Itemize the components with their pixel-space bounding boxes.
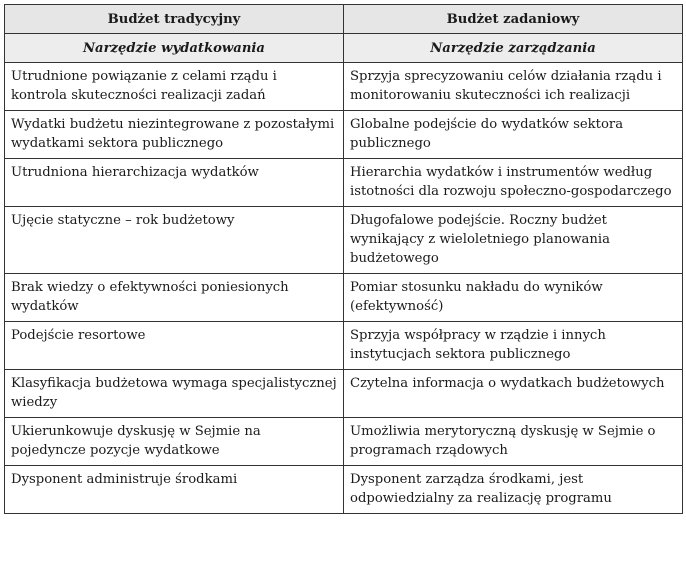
table-row: [5, 322, 683, 370]
task-cell: Pomiar stosunku nakładu do wyników (efektywność): [344, 274, 683, 322]
task-cell: Sprzyja sprecyzowaniu celów działania rządu i monitorowaniu skuteczności ich realizacji: [344, 63, 683, 111]
traditional-cell: Ujęcie statyczne – rok budżetowy: [5, 207, 344, 274]
task-cell: Długofalowe podejście. Roczny budżet wynikający z wieloletniego planowania budżetowego: [344, 207, 683, 274]
traditional-cell: Dysponent administruje środkami: [5, 466, 344, 514]
table-row: [5, 207, 683, 274]
task-cell: Sprzyja współpracy w rządzie i innych instytucjach sektora publicznego: [344, 322, 683, 370]
table-row: [5, 111, 683, 159]
task-cell: Umożliwia merytoryczną dyskusję w Sejmie o programach rządowych: [344, 418, 683, 466]
header-traditional-budget: Budżet tradycyjny: [5, 5, 344, 34]
table-row: [5, 63, 683, 111]
header-row: [5, 5, 683, 34]
table-row: [5, 159, 683, 207]
header-task-budget: Budżet zadaniowy: [344, 5, 683, 34]
subheader-row: [5, 34, 683, 63]
task-cell: Dysponent zarządza środkami, jest odpowiedzialny za realizację programu: [344, 466, 683, 514]
task-cell: Czytelna informacja o wydatkach budżetowych: [344, 370, 683, 418]
table-row: [5, 418, 683, 466]
table-row: [5, 370, 683, 418]
traditional-cell: Utrudniona hierarchizacja wydatków: [5, 159, 344, 207]
traditional-cell: Podejście resortowe: [5, 322, 344, 370]
table-row: [5, 466, 683, 514]
traditional-cell: Ukierunkowuje dyskusję w Sejmie na pojedyncze pozycje wydatkowe: [5, 418, 344, 466]
budget-comparison-table: [4, 4, 683, 514]
traditional-cell: Brak wiedzy o efektywności poniesionych wydatków: [5, 274, 344, 322]
subheader-task-budget: Narzędzie zarządzania: [344, 34, 683, 63]
traditional-cell: Utrudnione powiązanie z celami rządu i kontrola skuteczności realizacji zadań: [5, 63, 344, 111]
traditional-cell: Klasyfikacja budżetowa wymaga specjalistycznej wiedzy: [5, 370, 344, 418]
traditional-cell: Wydatki budżetu niezintegrowane z pozostałymi wydatkami sektora publicznego: [5, 111, 344, 159]
subheader-traditional-budget: Narzędzie wydatkowania: [5, 34, 344, 63]
table-row: [5, 274, 683, 322]
task-cell: Hierarchia wydatków i instrumentów według istotności dla rozwoju społeczno-gospodarczego: [344, 159, 683, 207]
task-cell: Globalne podejście do wydatków sektora publicznego: [344, 111, 683, 159]
